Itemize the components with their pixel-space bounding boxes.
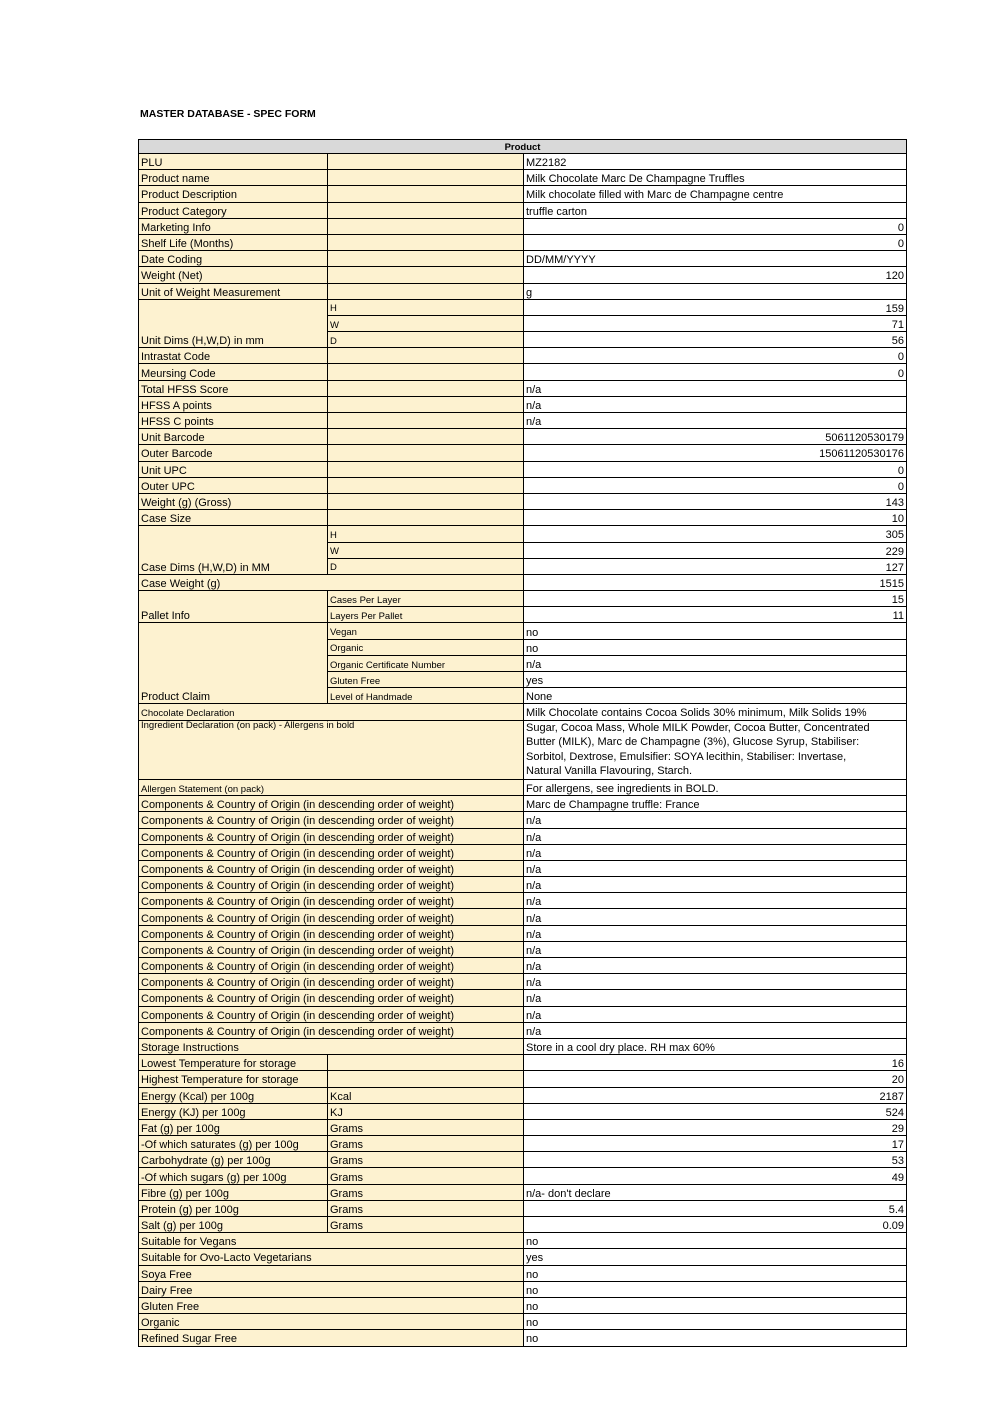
row-outer-upc (139, 477, 907, 493)
field-value: 0 (524, 477, 907, 493)
row-component-12 (139, 990, 907, 1006)
group-key: Organic Certificate Number (328, 655, 524, 671)
row-outer-barcode (139, 445, 907, 461)
group-key: Vegan (328, 623, 524, 639)
component-value: n/a (524, 860, 907, 876)
suitability-label: Refined Sugar Free (139, 1330, 524, 1346)
component-label: Components & Country of Origin (in descending order of weight) (139, 958, 524, 974)
row-component-7 (139, 909, 907, 925)
field-sublabel (328, 510, 524, 526)
row-nutrition-8 (139, 1217, 907, 1233)
group-key: W (328, 315, 524, 331)
field-value: 10 (524, 510, 907, 526)
document-title: MASTER DATABASE - SPEC FORM (140, 108, 316, 120)
nutrition-unit: KJ (328, 1103, 524, 1119)
row-nutrition-4 (139, 1152, 907, 1168)
suitability-label: Organic (139, 1314, 524, 1330)
row-storage-temp-0 (139, 1055, 907, 1071)
row-allergen-statement (139, 779, 907, 795)
row-total-hfss (139, 380, 907, 396)
field-value: n/a (524, 380, 907, 396)
row-date-coding (139, 251, 907, 267)
nutrition-value: 5.4 (524, 1200, 907, 1216)
component-value: n/a (524, 877, 907, 893)
row-unit-upc (139, 461, 907, 477)
component-label: Components & Country of Origin (in descending order of weight) (139, 877, 524, 893)
field-label: Unit of Weight Measurement (139, 283, 328, 299)
ingredient-line: Natural Vanilla Flavouring, Starch. (526, 765, 693, 778)
spec-table (138, 139, 907, 1347)
nutrition-value: 29 (524, 1119, 907, 1135)
field-value: Milk Chocolate contains Cocoa Solids 30% minimum, Milk Solids 19% (524, 704, 907, 720)
field-sublabel (328, 283, 524, 299)
component-label: Components & Country of Origin (in descending order of weight) (139, 1006, 524, 1022)
group-key: Cases Per Layer (328, 591, 524, 607)
field-sublabel (328, 251, 524, 267)
nutrition-unit: Grams (328, 1168, 524, 1184)
component-value: n/a (524, 893, 907, 909)
suitability-value: no (524, 1281, 907, 1297)
field-sublabel (328, 234, 524, 250)
suitability-label: Dairy Free (139, 1281, 524, 1297)
field-value: For allergens, see ingredients in BOLD. (524, 779, 907, 795)
component-label: Components & Country of Origin (in descending order of weight) (139, 844, 524, 860)
component-value: n/a (524, 909, 907, 925)
group-label: Case Dims (H,W,D) in MM (139, 526, 328, 575)
ingredient-line: Butter (MILK), Marc de Champagne (3%), Glucose Syrup, Stabiliser: (526, 736, 860, 749)
component-value: n/a (524, 1006, 907, 1022)
group-value: no (524, 623, 907, 639)
field-label: Unit Barcode (139, 429, 328, 445)
field-sublabel (328, 202, 524, 218)
row-component-14 (139, 1022, 907, 1038)
field-sublabel (328, 445, 524, 461)
suitability-value: no (524, 1297, 907, 1313)
component-label: Components & Country of Origin (in descending order of weight) (139, 925, 524, 941)
row-case-weight (139, 574, 907, 590)
group-key: Level of Handmade (328, 688, 524, 704)
component-value: n/a (524, 974, 907, 990)
nutrition-unit: Grams (328, 1152, 524, 1168)
field-sublabel (328, 267, 524, 283)
field-value: 120 (524, 267, 907, 283)
row-suitability-1 (139, 1249, 907, 1265)
component-label: Components & Country of Origin (in descending order of weight) (139, 941, 524, 957)
field-label: Product Category (139, 202, 328, 218)
field-sublabel (328, 186, 524, 202)
field-sublabel (328, 170, 524, 186)
field-value: n/a (524, 413, 907, 429)
field-sublabel (328, 461, 524, 477)
ingredient-line: Sugar, Cocoa Mass, Whole MILK Powder, Cocoa Butter, Concentrated (526, 721, 870, 734)
component-value: n/a (524, 990, 907, 1006)
field-value: 0 (524, 461, 907, 477)
nutrition-unit: Grams (328, 1119, 524, 1135)
temp-value: 20 (524, 1071, 907, 1087)
nutrition-label: Fat (g) per 100g (139, 1119, 328, 1135)
field-label: Product name (139, 170, 328, 186)
nutrition-label: Fibre (g) per 100g (139, 1184, 328, 1200)
field-value: Milk Chocolate Marc De Champagne Truffles (524, 170, 907, 186)
field-label: HFSS A points (139, 396, 328, 412)
field-sublabel (328, 396, 524, 412)
group-value: 305 (524, 526, 907, 542)
group-key: Organic (328, 639, 524, 655)
nutrition-unit: Kcal (328, 1087, 524, 1103)
temp-value: 16 (524, 1055, 907, 1071)
row-component-1 (139, 812, 907, 828)
component-value: n/a (524, 958, 907, 974)
field-value: Milk chocolate filled with Marc de Champagne centre (524, 186, 907, 202)
row-component-11 (139, 974, 907, 990)
row-hfss-a (139, 396, 907, 412)
field-label: Marketing Info (139, 218, 328, 234)
component-value: Marc de Champagne truffle: France (524, 796, 907, 812)
group-label: Unit Dims (H,W,D) in mm (139, 299, 328, 348)
nutrition-label: Carbohydrate (g) per 100g (139, 1152, 328, 1168)
field-value: 0 (524, 348, 907, 364)
row-component-5 (139, 877, 907, 893)
row-ingredient-declaration (139, 720, 907, 779)
ingredient-line: Sorbitol, Dextrose, Emulsifier: SOYA lecithin, Stabiliser: Invertase, (526, 750, 847, 763)
group-key: Layers Per Pallet (328, 607, 524, 623)
suitability-value: no (524, 1233, 907, 1249)
field-label: Outer Barcode (139, 445, 328, 461)
field-label: Ingredient Declaration (on pack) - Allergens in bold (139, 720, 524, 779)
component-value: n/a (524, 828, 907, 844)
row-marketing-info (139, 218, 907, 234)
component-label: Components & Country of Origin (in descending order of weight) (139, 990, 524, 1006)
field-value: n/a (524, 396, 907, 412)
row-nutrition-2 (139, 1119, 907, 1135)
field-value: MZ2182 (524, 154, 907, 170)
field-label: Case Size (139, 510, 328, 526)
row-nutrition-5 (139, 1168, 907, 1184)
suitability-label: Soya Free (139, 1265, 524, 1281)
group-label: Pallet Info (139, 591, 328, 623)
table-header-row (139, 140, 907, 154)
field-sublabel (328, 218, 524, 234)
suitability-value: no (524, 1314, 907, 1330)
field-sublabel (328, 413, 524, 429)
nutrition-value: 53 (524, 1152, 907, 1168)
temp-unit (328, 1071, 524, 1087)
field-sublabel (328, 380, 524, 396)
component-label: Components & Country of Origin (in descending order of weight) (139, 974, 524, 990)
row-storage-instructions (139, 1038, 907, 1054)
row-component-13 (139, 1006, 907, 1022)
row-component-0 (139, 796, 907, 812)
row-suitability-0 (139, 1233, 907, 1249)
group-key: H (328, 526, 524, 542)
group-key: H (328, 299, 524, 315)
row-nutrition-0 (139, 1087, 907, 1103)
nutrition-value: 2187 (524, 1087, 907, 1103)
nutrition-value: 17 (524, 1136, 907, 1152)
row-component-3 (139, 844, 907, 860)
nutrition-unit: Grams (328, 1136, 524, 1152)
field-value: Store in a cool dry place. RH max 60% (524, 1038, 907, 1054)
group-label: Product Claim (139, 623, 328, 704)
row-intrastat-code (139, 348, 907, 364)
product-header: Product (139, 140, 907, 154)
group-value: 127 (524, 558, 907, 574)
component-label: Components & Country of Origin (in descending order of weight) (139, 812, 524, 828)
field-label: Total HFSS Score (139, 380, 328, 396)
row-nutrition-7 (139, 1200, 907, 1216)
spec-table-body (139, 140, 907, 1347)
field-value: truffle carton (524, 202, 907, 218)
nutrition-label: Energy (KJ) per 100g (139, 1103, 328, 1119)
group-value: 15 (524, 591, 907, 607)
row-product-category (139, 202, 907, 218)
row-component-8 (139, 925, 907, 941)
row-suitability-6 (139, 1330, 907, 1346)
group-value: 11 (524, 607, 907, 623)
group-key: D (328, 332, 524, 348)
temp-label: Highest Temperature for storage (139, 1071, 328, 1087)
row-meursing-code (139, 364, 907, 380)
row-shelf-life (139, 234, 907, 250)
field-sublabel (328, 493, 524, 509)
suitability-label: Suitable for Vegans (139, 1233, 524, 1249)
field-label: Weight (Net) (139, 267, 328, 283)
row-nutrition-3 (139, 1136, 907, 1152)
field-label: Weight (g) (Gross) (139, 493, 328, 509)
field-value: 1515 (524, 574, 907, 590)
field-sublabel (328, 154, 524, 170)
field-label: HFSS C points (139, 413, 328, 429)
component-value: n/a (524, 941, 907, 957)
row-unit-barcode (139, 429, 907, 445)
nutrition-value: n/a- don't declare (524, 1184, 907, 1200)
temp-unit (328, 1055, 524, 1071)
nutrition-unit: Grams (328, 1184, 524, 1200)
row-product-name (139, 170, 907, 186)
field-label: Unit UPC (139, 461, 328, 477)
component-label: Components & Country of Origin (in descending order of weight) (139, 893, 524, 909)
row-case-size (139, 510, 907, 526)
field-label: Meursing Code (139, 364, 328, 380)
component-label: Components & Country of Origin (in descending order of weight) (139, 860, 524, 876)
field-label: Shelf Life (Months) (139, 234, 328, 250)
suitability-value: no (524, 1330, 907, 1346)
field-label: Intrastat Code (139, 348, 328, 364)
group-value: 229 (524, 542, 907, 558)
field-label: Chocolate Declaration (139, 704, 524, 720)
field-label: Case Weight (g) (139, 574, 524, 590)
field-label: Storage Instructions (139, 1038, 524, 1054)
field-sublabel (328, 429, 524, 445)
group-key: D (328, 558, 524, 574)
group-value: no (524, 639, 907, 655)
row-component-2 (139, 828, 907, 844)
component-value: n/a (524, 844, 907, 860)
field-value: 0 (524, 364, 907, 380)
row-suitability-3 (139, 1281, 907, 1297)
group-value: None (524, 688, 907, 704)
row-nutrition-6 (139, 1184, 907, 1200)
component-label: Components & Country of Origin (in descending order of weight) (139, 796, 524, 812)
row-case-dims-0 (139, 526, 907, 542)
field-value: 0 (524, 218, 907, 234)
group-value: 159 (524, 299, 907, 315)
field-label: Outer UPC (139, 477, 328, 493)
field-sublabel (328, 348, 524, 364)
row-pallet-info-0 (139, 591, 907, 607)
row-product-claim-0 (139, 623, 907, 639)
suitability-label: Suitable for Ovo-Lacto Vegetarians (139, 1249, 524, 1265)
row-product-description (139, 186, 907, 202)
row-component-6 (139, 893, 907, 909)
row-plu (139, 154, 907, 170)
nutrition-unit: Grams (328, 1200, 524, 1216)
field-sublabel (328, 364, 524, 380)
group-value: 71 (524, 315, 907, 331)
row-component-10 (139, 958, 907, 974)
row-weight-net (139, 267, 907, 283)
nutrition-value: 0.09 (524, 1217, 907, 1233)
field-label: Allergen Statement (on pack) (139, 779, 524, 795)
nutrition-label: Energy (Kcal) per 100g (139, 1087, 328, 1103)
row-nutrition-1 (139, 1103, 907, 1119)
field-label: PLU (139, 154, 328, 170)
component-value: n/a (524, 1022, 907, 1038)
nutrition-value: 49 (524, 1168, 907, 1184)
component-value: n/a (524, 925, 907, 941)
suitability-label: Gluten Free (139, 1297, 524, 1313)
group-key: Gluten Free (328, 672, 524, 688)
group-value: yes (524, 672, 907, 688)
nutrition-label: Protein (g) per 100g (139, 1200, 328, 1216)
suitability-value: yes (524, 1249, 907, 1265)
field-value: g (524, 283, 907, 299)
row-component-9 (139, 941, 907, 957)
component-label: Components & Country of Origin (in descending order of weight) (139, 828, 524, 844)
component-value: n/a (524, 812, 907, 828)
row-unit-dims-0 (139, 299, 907, 315)
field-value: 0 (524, 234, 907, 250)
field-label: Product Description (139, 186, 328, 202)
row-unit-weight-measurement (139, 283, 907, 299)
component-label: Components & Country of Origin (in descending order of weight) (139, 1022, 524, 1038)
field-label: Date Coding (139, 251, 328, 267)
group-value: 56 (524, 332, 907, 348)
nutrition-label: Salt (g) per 100g (139, 1217, 328, 1233)
suitability-value: no (524, 1265, 907, 1281)
nutrition-label: -Of which sugars (g) per 100g (139, 1168, 328, 1184)
row-hfss-c (139, 413, 907, 429)
component-label: Components & Country of Origin (in descending order of weight) (139, 909, 524, 925)
field-value: DD/MM/YYYY (524, 251, 907, 267)
field-value: 143 (524, 493, 907, 509)
field-value: 5061120530179 (524, 429, 907, 445)
ingredient-text (524, 720, 907, 779)
row-suitability-2 (139, 1265, 907, 1281)
field-value: 15061120530176 (524, 445, 907, 461)
field-sublabel (328, 477, 524, 493)
row-chocolate-declaration (139, 704, 907, 720)
nutrition-value: 524 (524, 1103, 907, 1119)
row-weight-gross (139, 493, 907, 509)
nutrition-unit: Grams (328, 1217, 524, 1233)
group-key: W (328, 542, 524, 558)
temp-label: Lowest Temperature for storage (139, 1055, 328, 1071)
group-value: n/a (524, 655, 907, 671)
row-component-4 (139, 860, 907, 876)
row-storage-temp-1 (139, 1071, 907, 1087)
nutrition-label: -Of which saturates (g) per 100g (139, 1136, 328, 1152)
row-suitability-4 (139, 1297, 907, 1313)
row-suitability-5 (139, 1314, 907, 1330)
